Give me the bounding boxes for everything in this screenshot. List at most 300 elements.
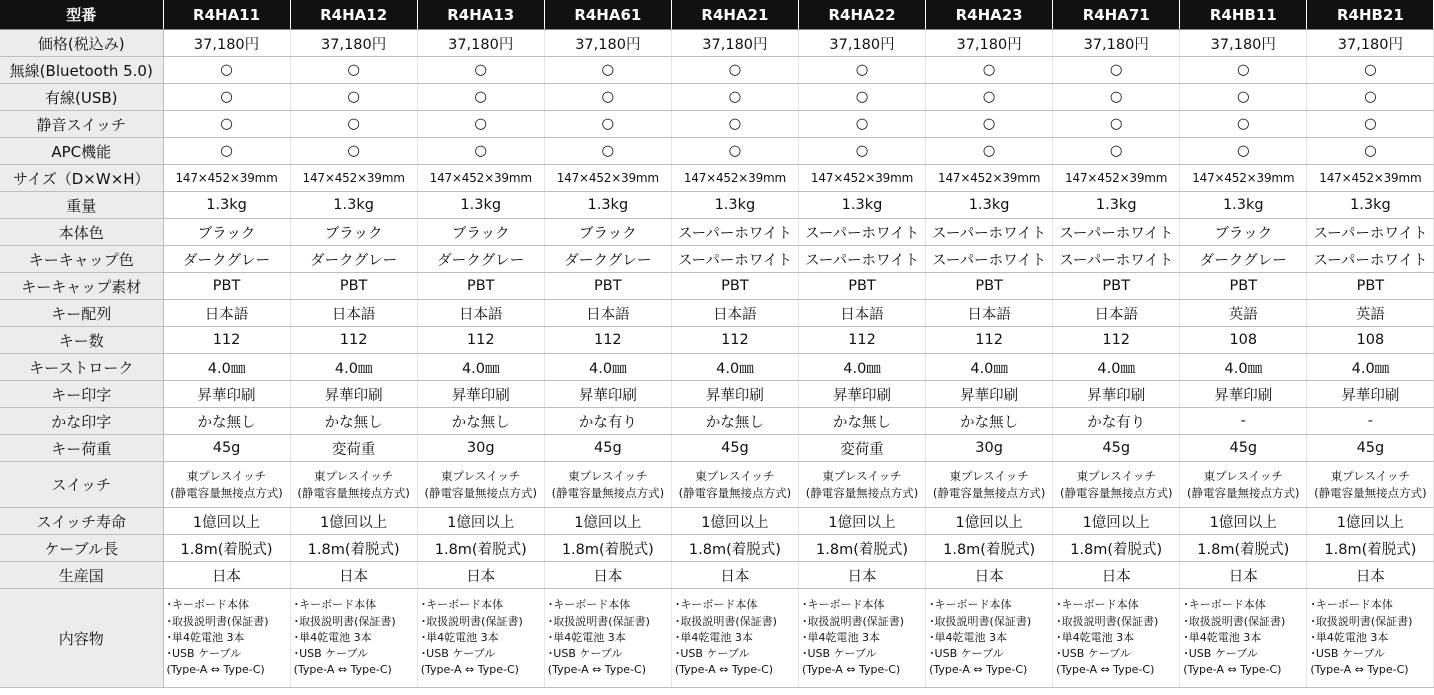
spec-cell: 日本 [1053,562,1180,589]
row-label: 無線(Bluetooth 5.0) [0,57,163,84]
spec-cell: 45g [1053,435,1180,462]
spec-cell: 108 [1307,327,1434,354]
spec-cell: 日本語 [163,300,290,327]
spec-cell [290,589,417,688]
spec-cell: 昇華印刷 [544,381,671,408]
row-label: キーキャップ色 [0,246,163,273]
spec-cell: 4.0㎜ [1307,354,1434,381]
contents-line: ･キーボード本体 [801,598,885,612]
spec-cell: 日本 [1180,562,1307,589]
spec-cell: ブラック [163,219,290,246]
spec-cell: PBT [1307,273,1434,300]
spec-cell: PBT [798,273,925,300]
spec-cell: 37,180円 [671,30,798,57]
row-label: かな印字 [0,408,163,435]
spec-cell: ○ [798,138,925,165]
contents-line: ･USB ケーブル [929,647,1004,661]
spec-cell: ○ [544,138,671,165]
spec-cell: 日本 [926,562,1053,589]
spec-cell: ダークグレー [290,246,417,273]
spec-cell: スーパーホワイト [1053,219,1180,246]
spec-cell: 日本語 [671,300,798,327]
spec-row-switch_life [0,508,1434,535]
contents-line: (Type-A ⇔ Type-C) [801,663,901,677]
contents-line: (Type-A ⇔ Type-C) [420,663,519,677]
spec-cell: PBT [1180,273,1307,300]
spec-cell: ○ [163,84,290,111]
row-label: 有線(USB) [0,84,163,111]
spec-cell: スーパーホワイト [671,219,798,246]
spec-cell: 1.3kg [1307,192,1434,219]
contents-line: ･キーボード本体 [1183,598,1266,612]
contents-line: ･取扱説明書(保証書) [420,614,523,628]
spec-row-keycap_material [0,273,1434,300]
spec-cell: 1.3kg [798,192,925,219]
spec-cell: ダークグレー [417,246,544,273]
spec-cell [1053,462,1180,508]
spec-row-switch [0,462,1434,508]
spec-cell: 108 [1180,327,1307,354]
spec-cell: PBT [926,273,1053,300]
contents-line: ･キーボード本体 [674,598,758,612]
spec-cell: 30g [926,435,1053,462]
spec-cell: 昇華印刷 [1180,381,1307,408]
contents-line: ･USB ケーブル [293,647,369,661]
spec-cell: - [1307,408,1434,435]
spec-cell: PBT [1053,273,1180,300]
spec-cell: 昇華印刷 [926,381,1053,408]
spec-cell: 日本 [417,562,544,589]
model-header: R4HB11 [1180,0,1307,30]
spec-cell: ○ [163,138,290,165]
contents-line: ･取扱説明書(保証書) [1310,614,1413,628]
spec-cell: ○ [1053,57,1180,84]
spec-cell: ブラック [544,219,671,246]
spec-cell: 4.0㎜ [544,354,671,381]
spec-cell: 147×452×39mm [1053,165,1180,192]
contents-line: ･キーボード本体 [547,598,631,612]
spec-cell: スーパーホワイト [671,246,798,273]
spec-cell: 112 [671,327,798,354]
model-header: R4HA13 [417,0,544,30]
row-label: スイッチ [0,462,163,508]
spec-cell: かな有り [1053,408,1180,435]
spec-cell [671,589,798,688]
spec-cell: 日本語 [290,300,417,327]
spec-cell: ○ [290,57,417,84]
spec-cell: 昇華印刷 [1053,381,1180,408]
contents-line: (Type-A ⇔ Type-C) [1183,663,1282,677]
spec-cell: スーパーホワイト [1307,246,1434,273]
contents-line: ･単4乾電池 3本 [1183,630,1262,644]
spec-cell: ○ [1053,138,1180,165]
spec-cell: 45g [544,435,671,462]
contents-line: ･単4乾電池 3本 [547,630,626,644]
switch-line: 東プレスイッチ [822,468,902,483]
row-label: 価格(税込み) [0,30,163,57]
spec-cell: 1.8m(着脱式) [544,535,671,562]
spec-cell [1307,589,1434,688]
spec-row-apc [0,138,1434,165]
row-label: 本体色 [0,219,163,246]
spec-cell: 1.8m(着脱式) [290,535,417,562]
spec-row-body_color [0,219,1434,246]
contents-line: ･単4乾電池 3本 [293,630,372,644]
contents-line: ･キーボード本体 [293,598,377,612]
contents-line: ･単4乾電池 3本 [929,630,1008,644]
spec-cell: 1億回以上 [290,508,417,535]
spec-row-layout [0,300,1434,327]
spec-cell: 1.3kg [671,192,798,219]
spec-cell: 変荷重 [798,435,925,462]
spec-row-cable [0,535,1434,562]
spec-cell: 変荷重 [290,435,417,462]
switch-line: (静電容量無接点方式) [551,485,665,500]
spec-cell: 1.8m(着脱式) [671,535,798,562]
spec-cell: ○ [544,84,671,111]
spec-cell: スーパーホワイト [798,246,925,273]
spec-cell: 日本 [798,562,925,589]
spec-row-printing [0,381,1434,408]
spec-cell: 日本 [671,562,798,589]
spec-cell: ○ [1053,111,1180,138]
spec-cell: 4.0㎜ [1053,354,1180,381]
spec-cell: ○ [163,57,290,84]
spec-cell: 4.0㎜ [671,354,798,381]
spec-cell: ○ [290,138,417,165]
spec-cell: 1.8m(着脱式) [163,535,290,562]
spec-cell: スーパーホワイト [798,219,925,246]
contents-line: ･単4乾電池 3本 [1310,630,1389,644]
spec-cell: 1.8m(着脱式) [1307,535,1434,562]
spec-cell: ○ [1180,111,1307,138]
switch-line: (静電容量無接点方式) [1059,485,1173,500]
spec-cell: 1億回以上 [544,508,671,535]
spec-cell: 1.3kg [163,192,290,219]
spec-cell: 147×452×39mm [417,165,544,192]
spec-row-weight [0,192,1434,219]
spec-cell [926,462,1053,508]
contents-line: ･単4乾電池 3本 [166,630,245,644]
spec-cell: 45g [1180,435,1307,462]
spec-cell: 37,180円 [290,30,417,57]
contents-line: (Type-A ⇔ Type-C) [1310,663,1409,677]
spec-cell: 112 [163,327,290,354]
spec-cell: ○ [798,111,925,138]
spec-cell: ○ [1307,84,1434,111]
switch-line: (静電容量無接点方式) [424,485,537,500]
spec-row-silent [0,111,1434,138]
row-label: スイッチ寿命 [0,508,163,535]
row-label: サイズ（D×W×H） [0,165,163,192]
spec-cell: 昇華印刷 [417,381,544,408]
contents-line: (Type-A ⇔ Type-C) [929,663,1028,677]
spec-cell: 147×452×39mm [163,165,290,192]
contents-line: ･単4乾電池 3本 [420,630,499,644]
spec-cell: スーパーホワイト [926,219,1053,246]
spec-cell: ○ [1307,57,1434,84]
row-label: キー荷重 [0,435,163,462]
contents-line: ･単4乾電池 3本 [801,630,880,644]
spec-cell [1307,462,1434,508]
spec-cell: ダークグレー [163,246,290,273]
row-label: ケーブル長 [0,535,163,562]
switch-line: 東プレスイッチ [1330,468,1410,483]
contents-line: ･キーボード本体 [420,598,504,612]
contents-line: ･単4乾電池 3本 [1056,630,1135,644]
switch-line: 東プレスイッチ [949,468,1029,483]
spec-cell: 112 [290,327,417,354]
spec-cell: 英語 [1307,300,1434,327]
switch-line: (静電容量無接点方式) [170,485,283,500]
contents-line: (Type-A ⇔ Type-C) [1056,663,1155,677]
header-label: 型番 [0,0,163,30]
spec-cell: 147×452×39mm [798,165,925,192]
spec-cell: 45g [163,435,290,462]
spec-cell: 日本語 [798,300,925,327]
contents-line: ･キーボード本体 [1310,598,1393,612]
contents-line: (Type-A ⇔ Type-C) [166,663,265,677]
spec-cell: 37,180円 [798,30,925,57]
contents-line: ･USB ケーブル [674,647,750,661]
spec-cell: 英語 [1180,300,1307,327]
spec-cell [671,462,798,508]
spec-row-country [0,562,1434,589]
spec-cell: ブラック [290,219,417,246]
spec-row-wireless [0,57,1434,84]
spec-cell [544,589,671,688]
spec-cell: 4.0㎜ [926,354,1053,381]
spec-cell: PBT [671,273,798,300]
spec-cell: 1億回以上 [1180,508,1307,535]
spec-cell: 147×452×39mm [544,165,671,192]
spec-cell: ○ [290,111,417,138]
spec-cell: ○ [671,111,798,138]
spec-cell: 1.8m(着脱式) [417,535,544,562]
spec-cell: 昇華印刷 [798,381,925,408]
switch-line: 東プレスイッチ [186,468,267,483]
spec-cell: 1.8m(着脱式) [798,535,925,562]
switch-line: (静電容量無接点方式) [1314,485,1427,500]
spec-cell: ○ [798,84,925,111]
model-header: R4HA11 [163,0,290,30]
spec-cell: 1.3kg [1053,192,1180,219]
spec-cell: 1億回以上 [671,508,798,535]
spec-cell: 37,180円 [1180,30,1307,57]
spec-cell: ○ [926,111,1053,138]
spec-cell: 日本 [290,562,417,589]
spec-cell: ○ [1053,84,1180,111]
spec-row-price [0,30,1434,57]
switch-line: 東プレスイッチ [568,468,648,483]
contents-line: ･取扱説明書(保証書) [1183,614,1286,628]
contents-line: ･USB ケーブル [1183,647,1258,661]
spec-cell: 1.8m(着脱式) [1053,535,1180,562]
spec-row-kana [0,408,1434,435]
spec-cell: 30g [417,435,544,462]
spec-cell: 昇華印刷 [290,381,417,408]
switch-line: (静電容量無接点方式) [297,485,410,500]
model-header: R4HA61 [544,0,671,30]
spec-cell: ○ [671,138,798,165]
spec-cell: スーパーホワイト [926,246,1053,273]
spec-cell: かな無し [671,408,798,435]
spec-cell: 1.8m(着脱式) [1180,535,1307,562]
spec-cell: - [1180,408,1307,435]
spec-cell: かな無し [798,408,925,435]
spec-cell: 日本語 [1053,300,1180,327]
spec-cell: PBT [417,273,544,300]
spec-cell: 112 [798,327,925,354]
spec-cell: PBT [290,273,417,300]
spec-cell: 日本語 [926,300,1053,327]
spec-cell: 昇華印刷 [1307,381,1434,408]
spec-cell: 日本 [163,562,290,589]
spec-cell: 1億回以上 [163,508,290,535]
spec-cell: 112 [544,327,671,354]
contents-line: ･取扱説明書(保証書) [1056,614,1159,628]
spec-cell: 4.0㎜ [290,354,417,381]
spec-cell: スーパーホワイト [1053,246,1180,273]
contents-line: ･USB ケーブル [166,647,242,661]
contents-line: ･取扱説明書(保証書) [929,614,1032,628]
spec-cell: 1.3kg [417,192,544,219]
spec-cell: かな無し [926,408,1053,435]
spec-cell: 1.3kg [290,192,417,219]
spec-cell [926,589,1053,688]
switch-line: 東プレスイッチ [441,468,521,483]
contents-line: ･キーボード本体 [929,598,1012,612]
spec-cell: 37,180円 [1053,30,1180,57]
spec-cell: 45g [671,435,798,462]
spec-cell: ○ [926,84,1053,111]
row-label: 生産国 [0,562,163,589]
switch-line: (静電容量無接点方式) [1187,485,1300,500]
spec-row-wired [0,84,1434,111]
spec-cell: ○ [1180,138,1307,165]
spec-cell [163,462,290,508]
spec-cell: ブラック [417,219,544,246]
spec-cell: 112 [1053,327,1180,354]
contents-line: ･USB ケーブル [420,647,496,661]
spec-cell: 112 [926,327,1053,354]
spec-cell: 45g [1307,435,1434,462]
contents-line: ･USB ケーブル [801,647,877,661]
spec-cell: ○ [163,111,290,138]
row-label: 内容物 [0,589,163,688]
contents-line: ･キーボード本体 [1056,598,1139,612]
contents-line: ･取扱説明書(保証書) [547,614,650,628]
contents-line: (Type-A ⇔ Type-C) [674,663,774,677]
spec-cell: 147×452×39mm [1180,165,1307,192]
spec-cell [1053,589,1180,688]
spec-cell: ○ [544,111,671,138]
row-label: APC機能 [0,138,163,165]
spec-cell: 昇華印刷 [163,381,290,408]
row-label: 重量 [0,192,163,219]
spec-cell: 37,180円 [1307,30,1434,57]
spec-cell: かな無し [290,408,417,435]
spec-cell: 日本 [544,562,671,589]
spec-cell: 147×452×39mm [1307,165,1434,192]
spec-cell: ○ [798,57,925,84]
spec-cell: 1億回以上 [1307,508,1434,535]
spec-cell: 1億回以上 [417,508,544,535]
spec-cell: ○ [417,111,544,138]
spec-row-load [0,435,1434,462]
spec-cell: 1.3kg [926,192,1053,219]
spec-cell: 1.3kg [544,192,671,219]
contents-line: ･取扱説明書(保証書) [166,614,269,628]
spec-cell: 37,180円 [544,30,671,57]
spec-cell: ○ [544,57,671,84]
spec-cell: 112 [417,327,544,354]
contents-line: (Type-A ⇔ Type-C) [293,663,392,677]
row-label: キーストローク [0,354,163,381]
spec-cell [1180,462,1307,508]
model-header: R4HA22 [798,0,925,30]
contents-line: (Type-A ⇔ Type-C) [547,663,647,677]
spec-cell: 37,180円 [163,30,290,57]
spec-cell: 147×452×39mm [671,165,798,192]
spec-cell: ○ [926,57,1053,84]
row-label: キー数 [0,327,163,354]
spec-row-contents [0,589,1434,688]
spec-cell: ○ [1307,138,1434,165]
spec-cell: ○ [926,138,1053,165]
spec-cell: 4.0㎜ [417,354,544,381]
switch-line: (静電容量無接点方式) [678,485,792,500]
spec-cell: ○ [671,84,798,111]
contents-line: ･取扱説明書(保証書) [293,614,396,628]
spec-cell: 147×452×39mm [290,165,417,192]
spec-row-size [0,165,1434,192]
switch-line: 東プレスイッチ [1203,468,1283,483]
model-header: R4HB21 [1307,0,1434,30]
spec-cell [417,589,544,688]
switch-line: (静電容量無接点方式) [805,485,919,500]
row-label: キーキャップ素材 [0,273,163,300]
model-header: R4HA23 [926,0,1053,30]
spec-cell: かな無し [417,408,544,435]
model-header: R4HA21 [671,0,798,30]
spec-cell [417,462,544,508]
spec-cell: ○ [417,57,544,84]
spec-cell: ○ [290,84,417,111]
switch-line: (静電容量無接点方式) [932,485,1046,500]
spec-cell: ブラック [1180,219,1307,246]
spec-cell: 37,180円 [926,30,1053,57]
spec-cell: 1億回以上 [926,508,1053,535]
model-header: R4HA12 [290,0,417,30]
header-row [0,0,1434,30]
spec-cell: ○ [417,138,544,165]
row-label: キー印字 [0,381,163,408]
spec-cell [1180,589,1307,688]
switch-line: 東プレスイッチ [1076,468,1156,483]
spec-cell: PBT [544,273,671,300]
contents-line: ･キーボード本体 [166,598,249,612]
contents-line: ･単4乾電池 3本 [674,630,753,644]
model-header: R4HA71 [1053,0,1180,30]
spec-cell: ダークグレー [1180,246,1307,273]
contents-line: ･取扱説明書(保証書) [674,614,777,628]
spec-cell: 1.8m(着脱式) [926,535,1053,562]
spec-row-stroke [0,354,1434,381]
switch-line: 東プレスイッチ [695,468,775,483]
spec-cell: 4.0㎜ [1180,354,1307,381]
spec-cell: 4.0㎜ [798,354,925,381]
